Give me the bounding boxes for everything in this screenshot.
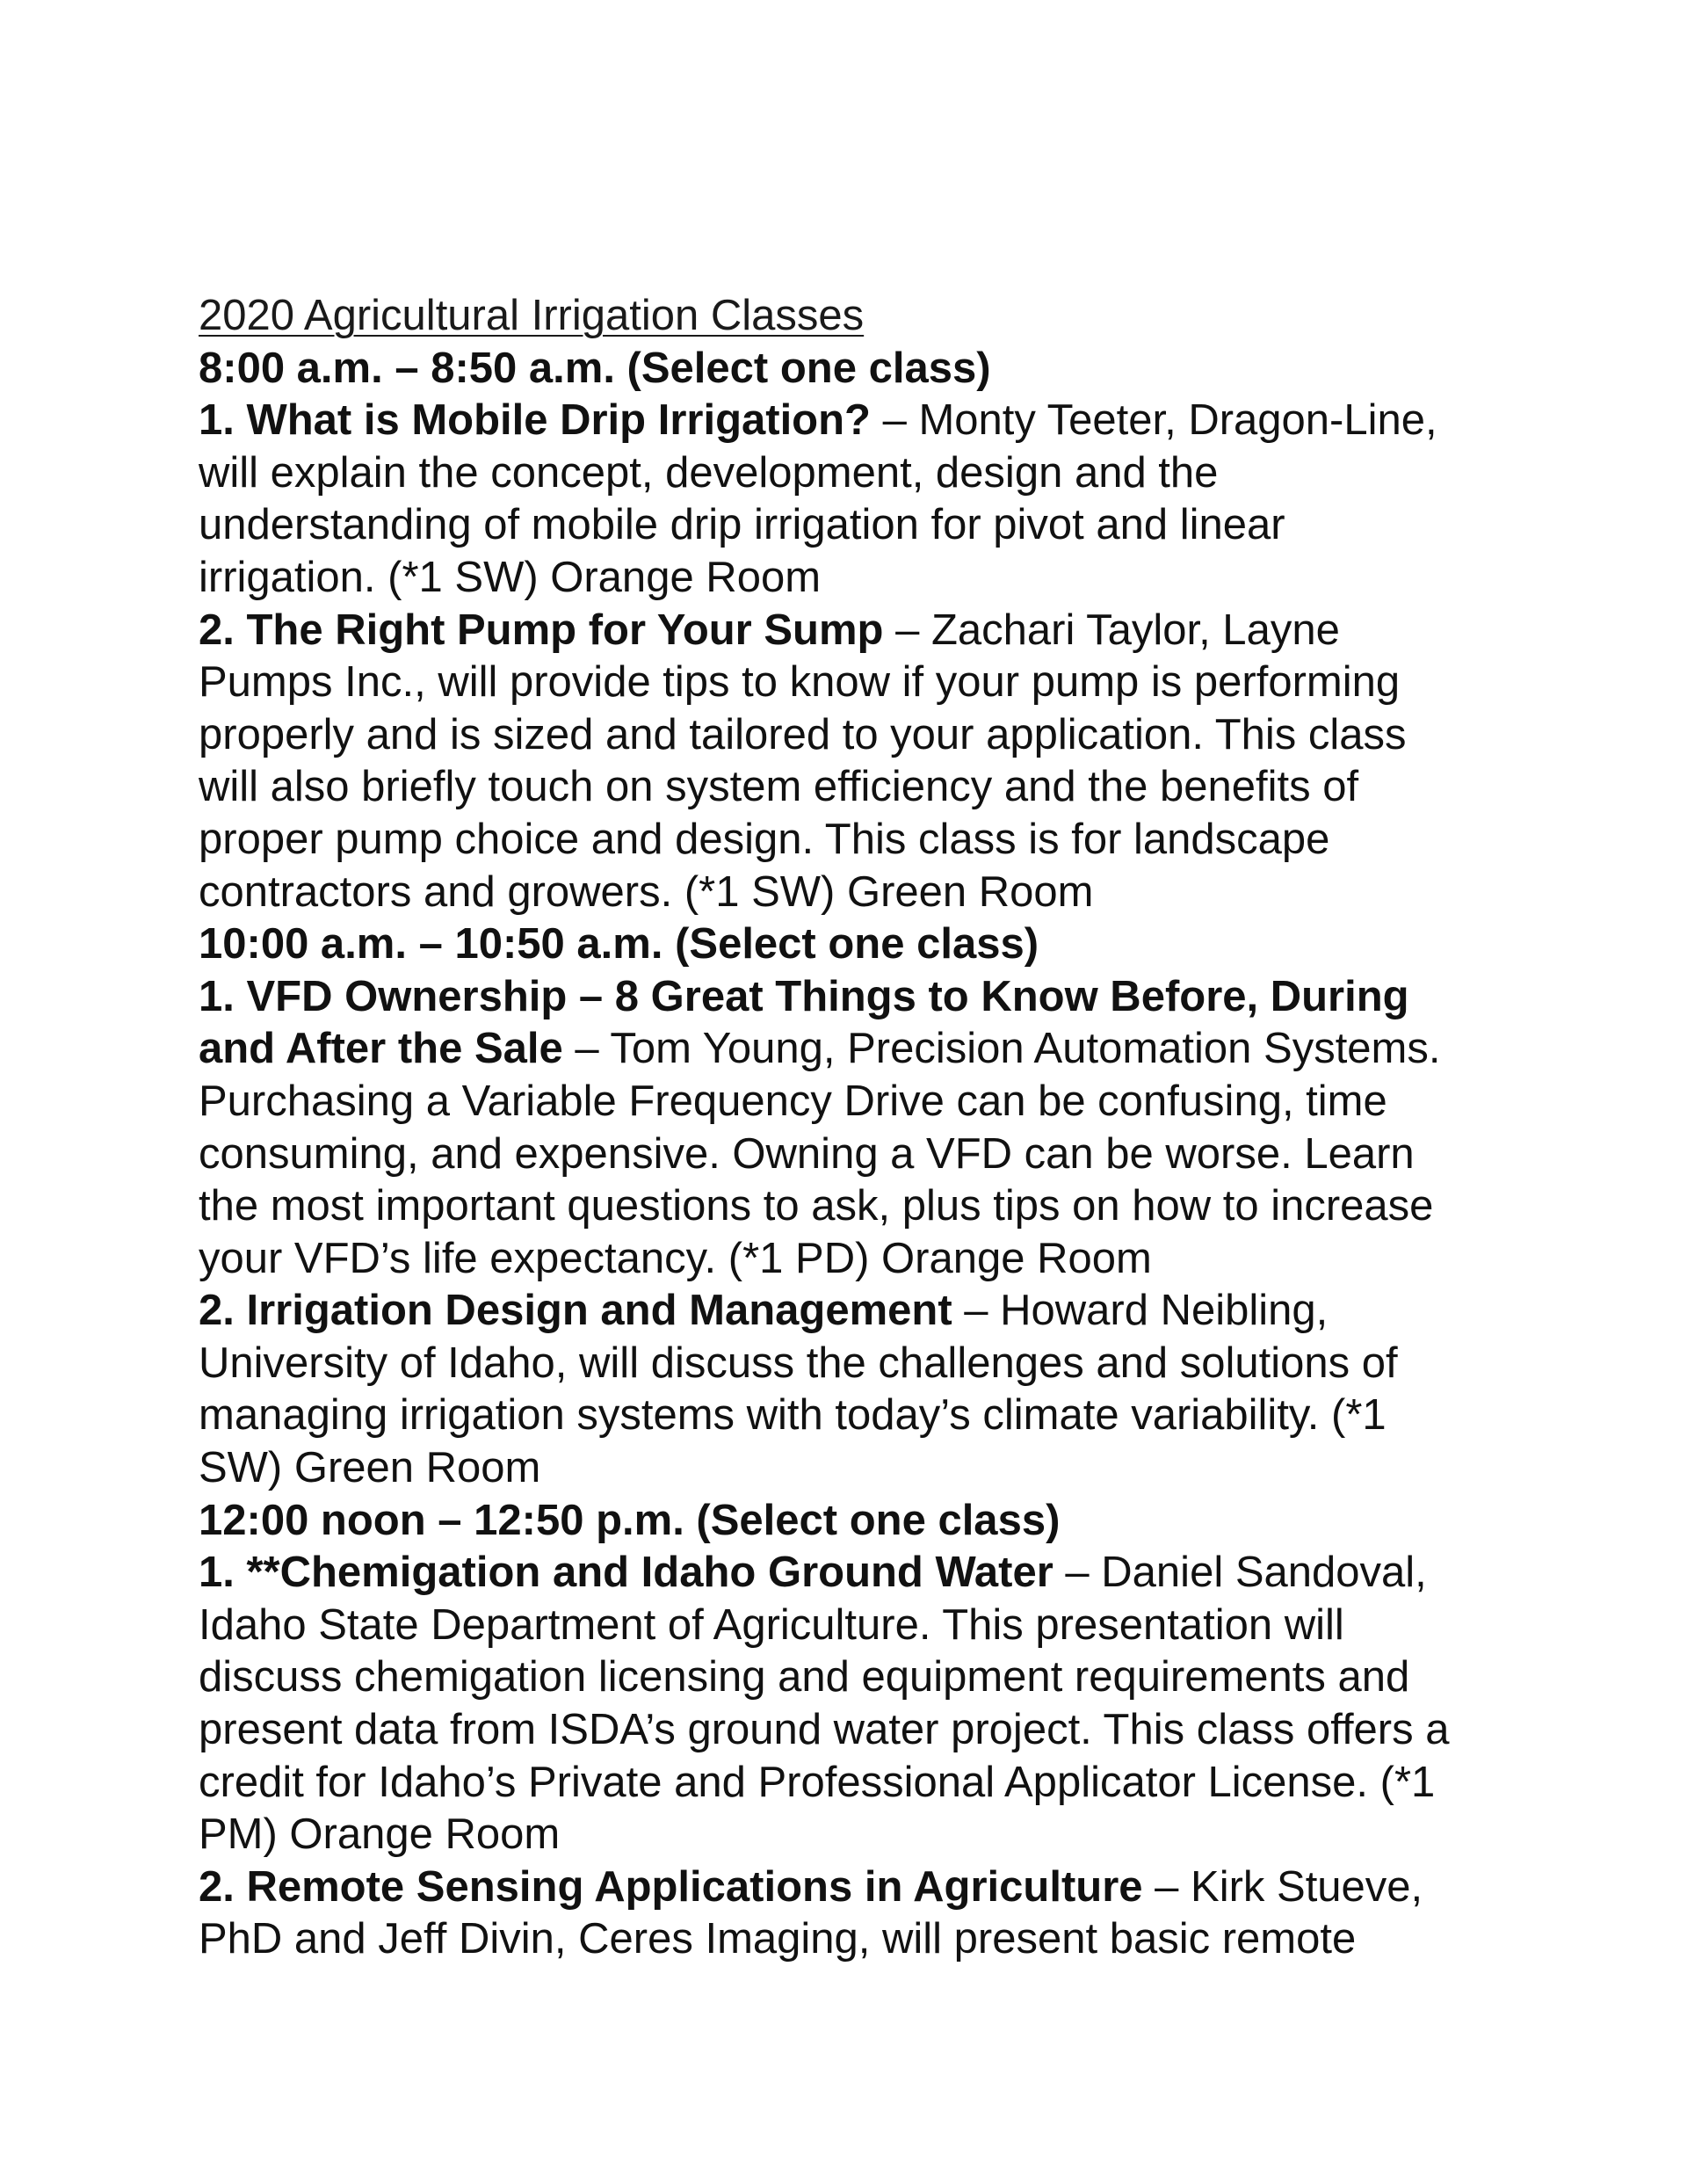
session-time: 8:00 a.m. – 8:50 a.m. (Select one class) <box>199 344 991 392</box>
class-line: PhD and Jeff Divin, Ceres Imaging, will present basic remote <box>199 1915 1357 1963</box>
class-line: consuming, and expensive. Owning a VFD can be worse. Learn <box>199 1129 1415 1178</box>
session-time: 10:00 a.m. – 10:50 a.m. (Select one class) <box>199 920 1039 969</box>
class-line: 1. **Chemigation and Idaho Ground Water – Daniel Sandoval, <box>199 1549 1427 1597</box>
class-entry <box>199 971 1517 1286</box>
class-line: Idaho State Department of Agriculture. This presentation will <box>199 1600 1344 1649</box>
class-line: discuss chemigation licensing and equipment requirements and <box>199 1653 1410 1701</box>
class-line: University of Idaho, will discuss the challenges and solutions of <box>199 1339 1398 1387</box>
class-line: Pumps Inc., will provide tips to know if your pump is performing <box>199 658 1401 707</box>
class-line: 2. The Right Pump for Your Sump – Zachari Taylor, Layne <box>199 606 1340 654</box>
document-page <box>199 290 1517 1966</box>
class-line: proper pump choice and design. This class is for landscape <box>199 815 1330 863</box>
class-line: managing irrigation systems with today’s climate variability. (*1 <box>199 1391 1387 1440</box>
class-entry <box>199 1547 1517 1861</box>
class-line: will also briefly touch on system efficiency and the benefits of <box>199 763 1359 811</box>
class-line: 2. Remote Sensing Applications in Agriculture – Kirk Stueve, <box>199 1862 1423 1911</box>
class-line: properly and is sized and tailored to your application. This class <box>199 710 1407 758</box>
class-line: and After the Sale – Tom Young, Precision Automation Systems. <box>199 1025 1441 1073</box>
class-line: present data from ISDA’s ground water project. This class offers a <box>199 1706 1450 1754</box>
document-title: 2020 Agricultural Irrigation Classes <box>199 292 865 339</box>
class-entry <box>199 1861 1517 1966</box>
class-line: 2. Irrigation Design and Management – Howard Neibling, <box>199 1287 1329 1335</box>
class-line: PM) Orange Room <box>199 1810 561 1859</box>
class-entry <box>199 395 1517 604</box>
class-line: will explain the concept, development, design and the <box>199 448 1219 497</box>
class-line: SW) Green Room <box>199 1444 541 1492</box>
class-line: contractors and growers. (*1 SW) Green Room <box>199 867 1094 916</box>
class-entry <box>199 605 1517 919</box>
class-line: irrigation. (*1 SW) Orange Room <box>199 553 822 601</box>
class-entry <box>199 1285 1517 1494</box>
class-line: 1. What is Mobile Drip Irrigation? – Monty Teeter, Dragon-Line, <box>199 396 1437 445</box>
class-line: Purchasing a Variable Frequency Drive can be confusing, time <box>199 1077 1387 1125</box>
class-line: the most important questions to ask, plus tips on how to increase <box>199 1182 1434 1230</box>
class-line: your VFD’s life expectancy. (*1 PD) Orange Room <box>199 1234 1152 1282</box>
class-line: understanding of mobile drip irrigation for pivot and linear <box>199 501 1285 549</box>
session-time: 12:00 noon – 12:50 p.m. (Select one class) <box>199 1496 1061 1544</box>
class-line: credit for Idaho’s Private and Professional Applicator License. (*1 <box>199 1758 1436 1806</box>
class-line: 1. VFD Ownership – 8 Great Things to Know Before, During <box>199 972 1409 1020</box>
